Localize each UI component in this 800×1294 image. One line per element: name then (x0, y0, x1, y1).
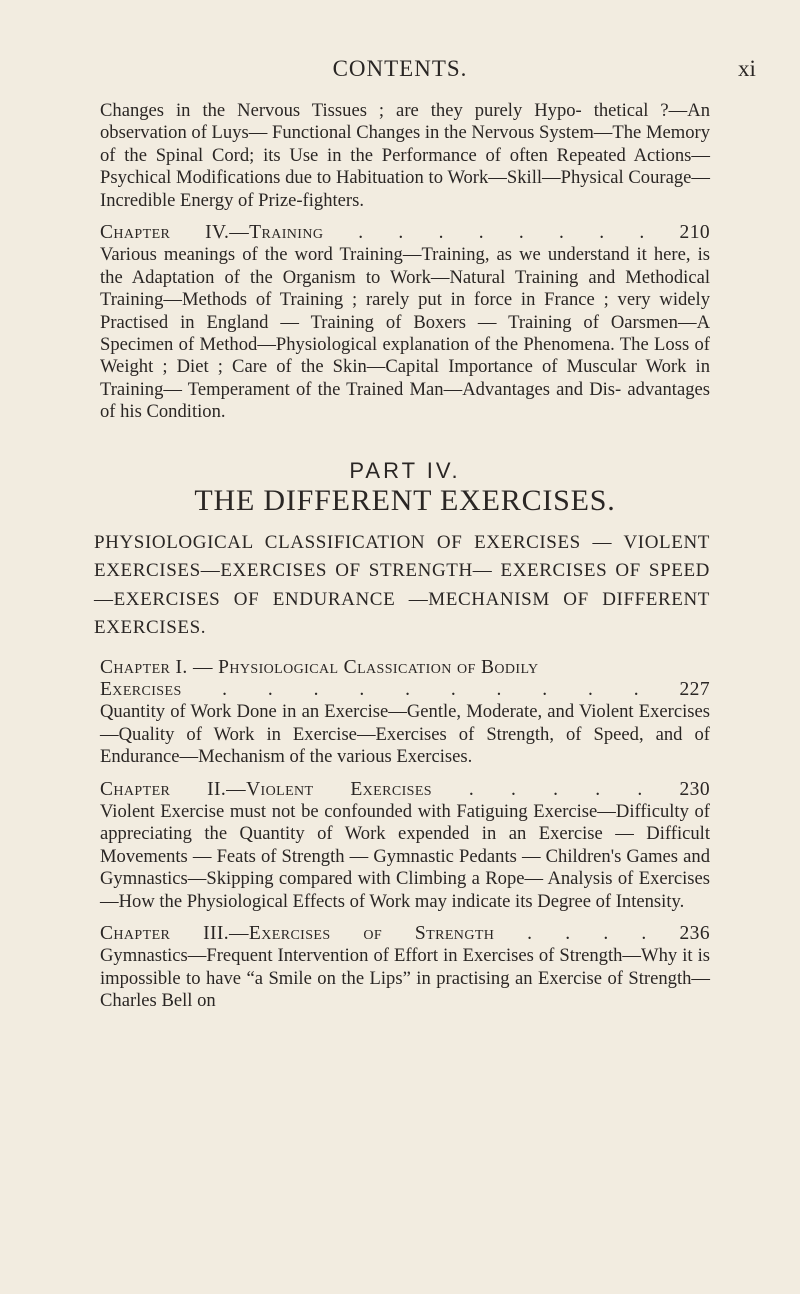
chapter-i-heading (100, 657, 710, 702)
chapter-i-leader-dots: . . . . . . . . . . (222, 678, 640, 700)
page-folio: xi (738, 56, 756, 81)
chapter-iv-title: Chapter IV.—Training (100, 222, 324, 244)
part-label: PART IV. (349, 457, 461, 483)
chapter-i-summary: Quantity of Work Done in an Exercise—Gentle, Moderate, and Violent Exercises—Quality of Work in Exercise—Exercises of Strength, of Speed, and of Endurance—Mechanism of the various Exercises. (100, 701, 710, 768)
chapter-ii-heading (100, 779, 710, 801)
chapter-i-title-line1: Chapter I. — Physiological Classication of Bodily (100, 656, 539, 678)
chapter-iv-summary: Various meanings of the word Training—Training, as we understand it here, is the Adaptation of the Organism to Work—Natural Training and Methodical Training—Methods of Training ; rarely put in force in France ; very widely Practised in England — Training of Boxers — Training of Oarsmen—A Specimen of Method—Physiological explanation of the Phenomena. The Loss of Weight ; Diet ; Care of the Skin—Capital Importance of Muscular Work in Training— Temperament of the Trained Man—Advantages and Dis- advantages of his Condition. (100, 244, 710, 423)
part-title: THE DIFFERENT EXERCISES. (194, 484, 616, 518)
chapter-iii-heading (100, 923, 710, 945)
chapter-i-page: 227 (679, 678, 710, 700)
chapter-iii-title: Chapter III.—Exercises of Strength (100, 922, 495, 944)
contents-body (94, 100, 710, 1013)
chapter-i-title-line2: Exercises (100, 678, 182, 700)
chapter-iii-page: 236 (679, 922, 710, 944)
part-summary: PHYSIOLOGICAL CLASSIFICATION OF EXERCISES — VIOLENT EXERCISES—EXERCISES OF STRENGTH— EXERCISES OF SPEED—EXERCISES OF ENDURANCE —MECHANISM OF DIFFERENT EXERCISES. (94, 531, 710, 638)
chapter-iv-leader-dots: . . . . . . . . (358, 222, 645, 244)
chapter-iv-heading (100, 222, 710, 244)
chapter-ii-summary: Violent Exercise must not be confounded with Fatiguing Exercise—Difficulty of appreciating the Quantity of Work expended in an Exercise — Difficult Movements — Feats of Strength — Gymnastic Pedants — Children's Games and Gymnastics—Skipping compared with Climbing a Rope— Analysis of Exercises—How the Physiological Effects of Work may indicate its Degree of Intensity. (100, 800, 710, 912)
chapter-iii-leader-dots: . . . . (527, 922, 647, 944)
chapter-ii-leader-dots: . . . . . (468, 778, 643, 800)
chapter-i-title-line2-wrap (100, 679, 710, 701)
running-head: CONTENTS. (332, 56, 468, 81)
chapter-ii-title: Chapter II.—Violent Exercises (100, 778, 432, 800)
chapter-ii-page: 230 (679, 778, 710, 800)
intro-paragraph: Changes in the Nervous Tissues ; are they purely Hypo- thetical ?—An observation of Luys— Functional Changes in the Nervous System—The Memory of the Spinal Cord; its Use in the Performance of often Repeated Actions—Psychical Modifications due to Habituation to Work—Skill—Physical Courage—Incredible Energy of Prize-fighters. (100, 100, 710, 211)
chapter-iv-page: 210 (679, 222, 710, 244)
chapter-iii-summary: Gymnastics—Frequent Intervention of Effort in Exercises of Strength—Why it is impossible to have “a Smile on the Lips” in practising an Exercise of Strength—Charles Bell on (100, 945, 710, 1012)
